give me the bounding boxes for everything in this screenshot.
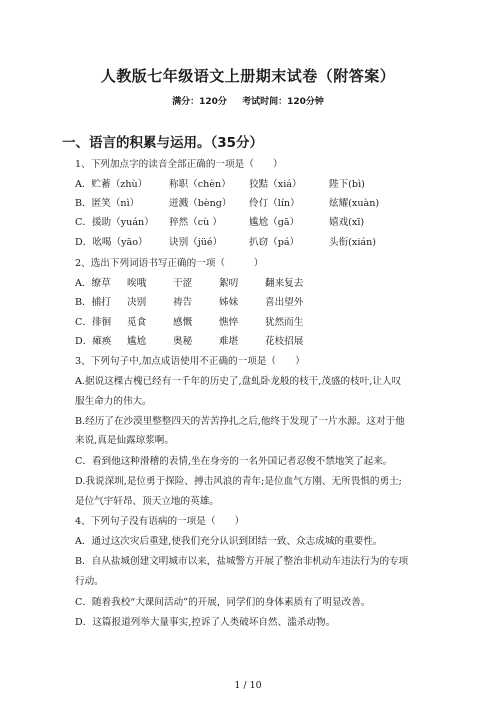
option-item: 花枝招展 — [265, 336, 304, 347]
question-1-stem: 1、下列加点字的读音全部正确的一项是（ ） — [75, 159, 283, 170]
option-item: 姊妹 — [219, 297, 239, 308]
question-3-line: 来说,真是仙露琼浆啊。 — [75, 435, 174, 446]
option-item: A．缭草 — [75, 278, 111, 289]
question-4-line: 行动。 — [75, 576, 104, 587]
question-3-line: D.我说深圳,是位勇于探险、搏击风浪的青年;是位血气方刚、无所畏惧的勇士; — [75, 476, 402, 487]
option-item: C．援助（yuán） — [75, 217, 154, 228]
score-label: 满分：120分 — [172, 97, 227, 107]
option-item: D．瘫痪 — [75, 336, 112, 347]
question-4-stem: 4、下列句子没有语病的一项是（ ） — [75, 516, 245, 527]
option-item: 憔悴 — [219, 317, 239, 328]
option-item: 扒窃（pá） — [249, 237, 300, 248]
question-3-line: C．看到他这种滑稽的表情,坐在身旁的一名外国记者忍俊不禁地笑了起来。 — [75, 456, 393, 467]
question-4-line: D．这篇报道列举大量事实,控诉了人类破坏自然、滥杀动物。 — [75, 617, 336, 628]
question-2-option-d — [75, 337, 303, 347]
option-item: B．匿笑（nì） — [75, 198, 140, 209]
option-item: 猝然（cù ） — [169, 217, 222, 228]
option-item: 狡黠（xiá） — [249, 179, 302, 190]
exam-info — [0, 94, 496, 107]
question-1-option-d — [75, 238, 376, 248]
option-item: 感慨 — [173, 317, 193, 328]
question-2-option-b — [75, 298, 303, 308]
question-1-option-a — [75, 180, 365, 190]
option-item: 陛下(bì) — [329, 179, 365, 190]
question-4-line: B．自从盐城创建文明城市以来，盐城警方开展了整治非机动车违法行为的专项 — [75, 556, 409, 567]
option-item: 絮叨 — [219, 278, 239, 289]
question-3-line: A.据说这棵古槐已经有一千年的历史了,盘虬卧龙般的枝干,茂盛的枝叶,让人叹 — [75, 376, 402, 387]
option-item: 炫耀(xuàn) — [329, 198, 380, 209]
option-item: 觅食 — [127, 317, 147, 328]
question-3-line: 是位气宇轩昂、顶天立地的英雄。 — [75, 496, 219, 507]
question-4-line: C．随着我校“大课间活动”的开展，同学们的身体素质有了明显改善。 — [75, 597, 371, 608]
option-item: 尴尬 — [127, 336, 147, 347]
option-item: A．贮蓄（zhù） — [75, 179, 148, 190]
option-item: 干涩 — [173, 278, 193, 289]
question-3-line: B.经历了在沙漠里整整四天的苦苦挣扎之后,他终于发现了一片水源。这对于他 — [75, 416, 405, 427]
page-number: 1 / 10 — [234, 680, 262, 691]
option-item: 难堪 — [219, 336, 239, 347]
question-3-line: 服生命力的伟大。 — [75, 396, 152, 407]
option-item: 奥秘 — [173, 336, 193, 347]
option-item: 犹然而生 — [265, 317, 304, 328]
option-item: 伶仃（lín） — [249, 198, 300, 209]
option-item: 迸溅（bèng） — [169, 198, 232, 209]
option-item: 祷告 — [173, 297, 193, 308]
option-item: 决别 — [127, 297, 147, 308]
option-item: 喜出望外 — [265, 297, 304, 308]
option-item: B．捕打 — [75, 297, 111, 308]
option-item: 翻来复去 — [265, 278, 304, 289]
question-2-option-c — [75, 318, 303, 328]
option-item: 唉哦 — [127, 278, 147, 289]
time-label: 考试时间：120分钟 — [242, 97, 324, 107]
question-2-option-a — [75, 279, 303, 289]
question-1-option-c — [75, 218, 364, 228]
page-title: 人教版七年级语文上册期末试卷（附答案） — [100, 67, 396, 85]
question-2-stem: 2、选出下列词语书写正确的一项（ ） — [75, 258, 264, 269]
question-1-option-b — [75, 199, 379, 209]
option-item: 嬉戏(xī) — [329, 217, 365, 228]
option-item: 诀别（jüé） — [169, 237, 223, 248]
option-item: 尴尬（gā） — [249, 217, 300, 228]
option-item: 称职（chèn） — [169, 179, 231, 190]
option-item: 头衔(xián) — [329, 237, 377, 248]
section-heading: 一、语言的积累与运用。（35分） — [62, 135, 264, 151]
question-4-line: A．通过这次灾后重建,使我们充分认识到团结一致、众志成城的重要性。 — [75, 536, 383, 547]
question-3-stem: 3、下列句子中,加点成语使用不正确的一项是（ ） — [75, 356, 305, 367]
option-item: D．吆喝（yāo） — [75, 237, 148, 248]
option-item: C．徘徊 — [75, 317, 112, 328]
